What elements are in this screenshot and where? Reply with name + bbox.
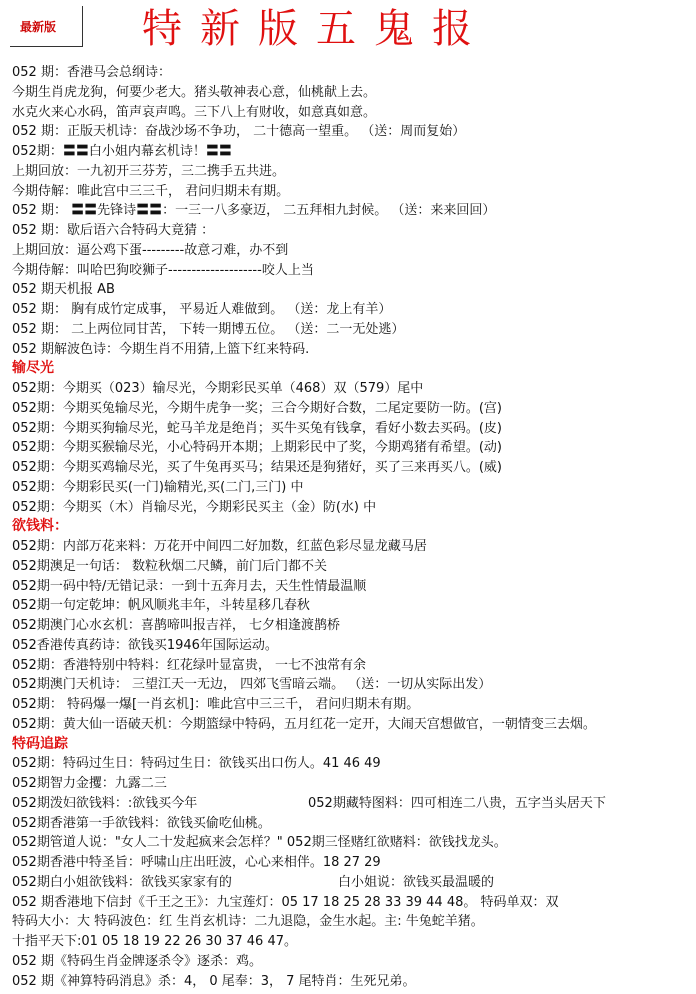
text-line (12, 833, 692, 852)
text-line (12, 300, 692, 319)
text-line (12, 458, 692, 477)
line-text: 欲钱料： (12, 518, 68, 535)
badge-label: 最新版 (20, 20, 57, 34)
line-text: 052期：今期买狗输尽光，蛇马羊龙是绝肖；买牛买兔有钱拿，看好小数去买码。(皮) (12, 420, 502, 436)
text-line (12, 162, 692, 181)
text-line (12, 952, 692, 971)
text-line (12, 498, 692, 517)
line-text: 052期澳足一句话： 数粒秋烟二尺鳞，前门后门都不关 (12, 558, 327, 574)
line-text: 052期管道人说："女人二十发起疯来会怎样？" 052期三怪赌红欲赌料：欲钱找龙头。 (12, 835, 507, 851)
text-line (12, 122, 692, 141)
line-text: 今期侍解：叫哈巴狗咬狮子--------------------咬人上当 (12, 262, 314, 278)
line-text: 052期：今期买鸡输尽光，买了牛兔再买马；结果还是狗猪好，买了三来再买八。(威) (12, 460, 502, 475)
line-text: 052期：香港特别中特料：红花绿叶显富贵， 一七不浊常有余 (12, 657, 366, 673)
text-line (12, 241, 692, 260)
line-text: 052期：特码过生日：特码过生日：欲钱买出口伤人。41 46 49 (12, 756, 381, 772)
text-line (12, 893, 692, 912)
line-text: 052 期： 胸有成竹定成事， 平易近人难做到。 （送：龙上有羊） (12, 302, 392, 317)
text-line (12, 932, 692, 951)
text-line (12, 142, 692, 161)
line-text: 052香港传真药诗：欲钱买1946年国际运动。 (12, 637, 278, 653)
line-text: 052期：今期买兔输尽光，今期牛虎争一奖；三合今期好合数，二尾定要防一防。(宫) (12, 400, 502, 416)
text-line (12, 636, 692, 655)
line-text: 052期： 特码爆一爆[一肖玄机]：唯此宫中三三千， 君问归期未有期。 (12, 697, 420, 712)
line-text: 特码大小：大 特码波色：红 生肖玄机诗：二九退隐，金生水起。主: 牛兔蛇羊猪。 (12, 914, 484, 930)
line-text: 052期：今期买（023）输尽光，今期彩民买单（468）双（579）尾中 (12, 381, 424, 396)
text-line (12, 261, 692, 280)
line-text-right: 白小姐说：欲钱买最温暖的 (338, 874, 495, 890)
line-text: 052期泼妇欲钱料：:欲钱买今年 (12, 795, 198, 811)
line-text: 上期回放：逼公鸡下蛋---------故意刁难，办不到 (12, 242, 289, 258)
line-text: 052 期：香港马会总纲诗： (12, 65, 171, 80)
line-text: 052 期《神算特码消息》杀：4， 0 尾奉：3， 7 尾特肖：生死兄弟。 (12, 973, 416, 989)
text-line (12, 280, 692, 299)
line-text: 052期一码中特/无错记录：一到十五奔月去，天生性情最温顺 (12, 578, 367, 594)
line-text: 052 期《特码生肖金牌逐杀令》逐杀：鸡。 (12, 953, 262, 969)
line-text: 052期智力金攫：九露二三 (12, 776, 167, 791)
line-text: 052期：内部万花来料：万花开中间四二好加数，红蓝色彩尽显龙藏马居 (12, 539, 427, 554)
text-line (12, 83, 692, 102)
line-text: 052期澳门天机诗： 三望江天一无边， 四郊飞雪暗云端。 （送：一切从实际出发） (12, 677, 492, 693)
line-text: 特码追踪 (12, 735, 68, 752)
line-text: 052 期： 二上两位同甘苦， 下转一期博五位。 （送：二一无处逃） (12, 321, 405, 337)
text-line (12, 972, 692, 991)
text-line (12, 478, 692, 497)
text-line (12, 794, 692, 813)
text-line (12, 873, 692, 892)
text-line (12, 754, 692, 773)
text-line (12, 221, 692, 240)
text-line (12, 912, 692, 931)
section-heading (12, 359, 692, 378)
line-text: 今期侍解：唯此宫中三三千， 君问归期未有期。 (12, 183, 290, 199)
text-line (12, 419, 692, 438)
line-text: 输尽光 (12, 360, 54, 377)
line-text: 052期香港中特圣旨：呼啸山庄出旺波，心心来相伴。18 27 29 (12, 855, 381, 870)
text-line (12, 715, 692, 734)
line-text: 052 期： 〓〓先锋诗〓〓：一三一八多豪迈， 二五拜相九封候。 （送：来来回回） (12, 203, 496, 219)
text-line (12, 399, 692, 418)
text-line (12, 656, 692, 675)
text-line (12, 201, 692, 220)
line-text: 052期：〓〓白小姐内幕玄机诗！〓〓 (12, 144, 232, 159)
text-line (12, 63, 692, 82)
text-line (12, 596, 692, 615)
line-text: 052 期解波色诗：今期生肖不用猜,上篮下红来特码. (12, 341, 310, 357)
text-line (12, 695, 692, 714)
line-text: 052期澳门心水玄机：喜鹊啼叫报吉祥， 七夕相逢渡鹊桥 (12, 618, 340, 633)
line-text: 052期香港第一手欲钱料：欲钱买偷吃仙桃。 (12, 815, 271, 831)
line-text: 052期白小姐欲钱料：欲钱买家家有的 (12, 874, 232, 890)
line-text: 052期：今期买猴输尽光，小心特码开本期；上期彩民中了奖，今期鸡猪有希望。(动) (12, 440, 502, 456)
line-text: 052 期天机报 AB (12, 282, 115, 298)
text-line (12, 557, 692, 576)
page-title: 特新版五鬼报 (142, 6, 490, 52)
text-line (12, 182, 692, 201)
line-text: 052期一句定乾坤：帆风顺兆丰年，斗转星移几春秋 (12, 598, 310, 614)
text-line (12, 340, 692, 359)
text-line (12, 438, 692, 457)
line-text: 上期回放：一九初开三芬芳，三二携手五共进。 (12, 163, 286, 179)
section-heading (12, 735, 692, 754)
text-line (12, 616, 692, 635)
text-line (12, 379, 692, 398)
line-text: 十指平天下:01 05 18 19 22 26 30 37 46 47。 (12, 934, 297, 949)
line-text: 052期：黄大仙一语破天机：今期篮绿中特码，五月红花一定开，大闹天宫想做官，一朝情变三去烟。 (12, 716, 596, 732)
line-text: 052 期：歇后语六合特码大竟猜 ： (12, 223, 215, 238)
text-line (12, 814, 692, 833)
line-text: 052 期：正版天机诗：奋战沙场不争功， 二十德高一望重。 （送：周而复始） (12, 124, 466, 140)
text-line (12, 577, 692, 596)
line-text: 052期：今期彩民买(一门)输精光,买(二门,三门) 中 (12, 479, 304, 495)
text-line (12, 537, 692, 556)
section-heading (12, 517, 692, 536)
line-text: 052 期香港地下信封《千王之王》：九宝莲灯：05 17 18 25 28 33 39 44 48。 特码单双：双 (12, 894, 559, 910)
line-text: 今期生肖虎龙狗，何要少老大。猪头敬神表心意，仙桃献上去。 (12, 84, 377, 100)
text-line (12, 774, 692, 793)
line-text: 052期：今期买（木）肖输尽光，今期彩民买主（金）防(水) 中 (12, 499, 377, 515)
line-text-right: 052期藏特图料：四可相连二八贵，五字当头居天下 (308, 795, 606, 811)
text-line (12, 103, 692, 122)
text-line (12, 675, 692, 694)
text-line (12, 853, 692, 872)
text-line (12, 320, 692, 339)
edition-badge (10, 6, 83, 47)
line-text: 水克火来心水码，笛声哀声鸣。三下八上有财收，如意真如意。 (12, 104, 377, 120)
